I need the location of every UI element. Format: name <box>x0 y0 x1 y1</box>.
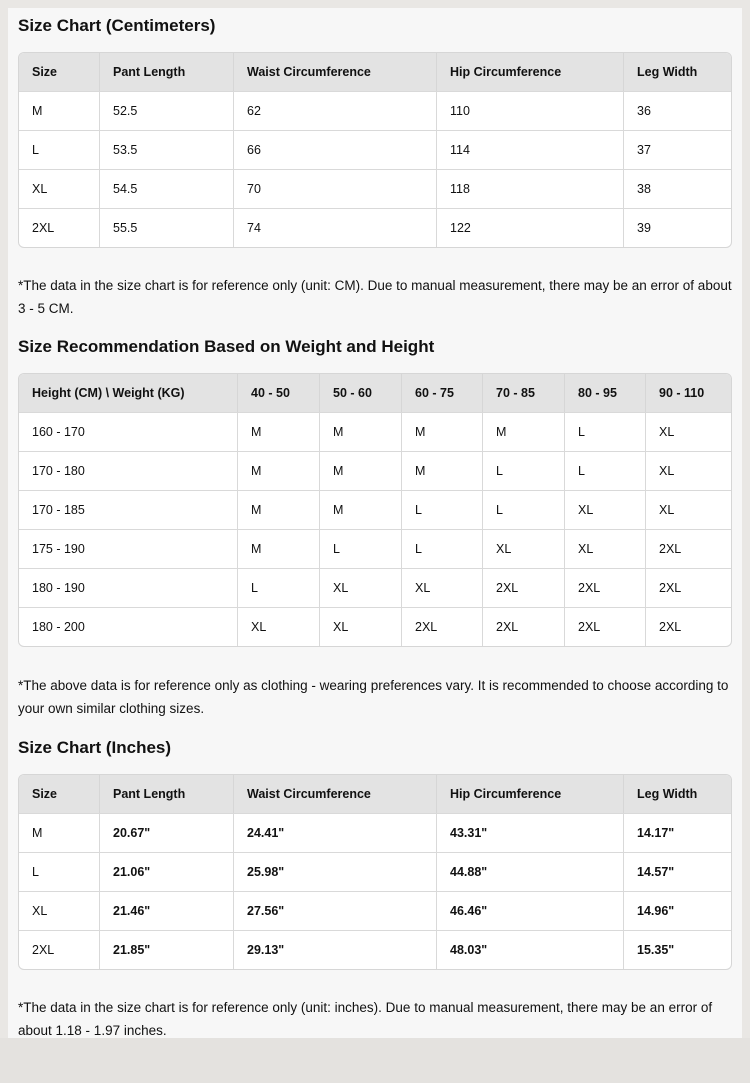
col-header-pant-length: Pant Length <box>100 53 234 91</box>
col-header-waist: Waist Circumference <box>234 775 437 813</box>
table-cell: L <box>565 451 646 490</box>
table-row <box>19 607 731 646</box>
table-cell: XL <box>320 568 402 607</box>
table-cell: 24.41" <box>234 813 437 852</box>
table-cell: L <box>238 568 320 607</box>
table-cell: M <box>19 91 100 130</box>
table-row <box>19 568 731 607</box>
table-cell: 180 - 200 <box>19 607 238 646</box>
cm-chart-title: Size Chart (Centimeters) <box>18 16 216 35</box>
table-cell: XL <box>402 568 483 607</box>
table-cell: XL <box>320 607 402 646</box>
table-cell: XL <box>646 490 731 529</box>
table-cell: 54.5 <box>100 169 234 208</box>
table-cell: 66 <box>234 130 437 169</box>
table-cell: 62 <box>234 91 437 130</box>
col-header-size: Size <box>19 775 100 813</box>
table-cell: 118 <box>437 169 624 208</box>
inch-size-table <box>18 774 732 970</box>
col-header-weight: 40 - 50 <box>238 374 320 412</box>
table-cell: 2XL <box>646 529 731 568</box>
table-cell: 48.03" <box>437 930 624 969</box>
table-cell: M <box>320 451 402 490</box>
table-cell: 39 <box>624 208 731 247</box>
table-header-row <box>19 374 731 412</box>
table-cell: M <box>19 813 100 852</box>
inch-chart-title: Size Chart (Inches) <box>18 738 172 757</box>
table-cell: 2XL <box>402 607 483 646</box>
table-cell: 114 <box>437 130 624 169</box>
col-header-weight: 50 - 60 <box>320 374 402 412</box>
table-cell: 44.88" <box>437 852 624 891</box>
table-cell: XL <box>565 490 646 529</box>
table-cell: 37 <box>624 130 731 169</box>
table-cell: L <box>320 529 402 568</box>
table-cell: 14.17" <box>624 813 731 852</box>
table-cell: XL <box>646 412 731 451</box>
table-row <box>19 852 731 891</box>
table-cell: M <box>238 529 320 568</box>
table-cell: 14.96" <box>624 891 731 930</box>
table-cell: M <box>483 412 565 451</box>
table-row <box>19 490 731 529</box>
table-cell: 2XL <box>483 607 565 646</box>
table-cell: 170 - 185 <box>19 490 238 529</box>
table-cell: 2XL <box>19 208 100 247</box>
recommendation-table <box>18 373 732 647</box>
col-header-weight: 70 - 85 <box>483 374 565 412</box>
table-row <box>19 130 731 169</box>
table-row <box>19 891 731 930</box>
table-row <box>19 813 731 852</box>
table-cell: XL <box>483 529 565 568</box>
table-cell: 175 - 190 <box>19 529 238 568</box>
table-cell: M <box>238 412 320 451</box>
table-cell: L <box>19 852 100 891</box>
col-header-weight: 90 - 110 <box>646 374 731 412</box>
table-cell: 122 <box>437 208 624 247</box>
table-cell: 46.46" <box>437 891 624 930</box>
table-cell: 52.5 <box>100 91 234 130</box>
table-cell: 25.98" <box>234 852 437 891</box>
table-cell: 2XL <box>646 568 731 607</box>
table-cell: L <box>483 451 565 490</box>
table-row <box>19 91 731 130</box>
table-row <box>19 930 731 969</box>
table-cell: 21.46" <box>100 891 234 930</box>
table-cell: 21.85" <box>100 930 234 969</box>
table-cell: 29.13" <box>234 930 437 969</box>
col-header-weight: 60 - 75 <box>402 374 483 412</box>
table-cell: L <box>402 529 483 568</box>
col-header-hip: Hip Circumference <box>437 775 624 813</box>
table-header-row <box>19 775 731 813</box>
col-header-waist: Waist Circumference <box>234 53 437 91</box>
table-cell: L <box>483 490 565 529</box>
table-row <box>19 169 731 208</box>
cm-size-table <box>18 52 732 248</box>
table-cell: M <box>320 490 402 529</box>
table-cell: M <box>238 451 320 490</box>
table-row <box>19 208 731 247</box>
table-row <box>19 412 731 451</box>
table-row <box>19 529 731 568</box>
col-header-pant-length: Pant Length <box>100 775 234 813</box>
table-cell: 43.31" <box>437 813 624 852</box>
table-cell: 15.35" <box>624 930 731 969</box>
table-cell: XL <box>19 891 100 930</box>
col-header-size: Size <box>19 53 100 91</box>
table-cell: M <box>320 412 402 451</box>
table-cell: M <box>238 490 320 529</box>
table-cell: M <box>402 412 483 451</box>
table-cell: XL <box>19 169 100 208</box>
table-cell: 110 <box>437 91 624 130</box>
table-cell: 36 <box>624 91 731 130</box>
table-cell: 55.5 <box>100 208 234 247</box>
table-cell: L <box>19 130 100 169</box>
table-cell: 27.56" <box>234 891 437 930</box>
size-guide-page <box>8 8 742 1038</box>
col-header-weight: 80 - 95 <box>565 374 646 412</box>
table-cell: 170 - 180 <box>19 451 238 490</box>
col-header-hip: Hip Circumference <box>437 53 624 91</box>
inch-chart-note: *The data in the size chart is for reference only (unit: inches). Due to manual measurement, there may be an error of about 1.18 - 1.97 inches. <box>18 1000 713 1038</box>
table-row <box>19 451 731 490</box>
col-header-leg-width: Leg Width <box>624 775 731 813</box>
table-cell: 14.57" <box>624 852 731 891</box>
table-cell: 2XL <box>646 607 731 646</box>
col-header-leg-width: Leg Width <box>624 53 731 91</box>
table-cell: 20.67" <box>100 813 234 852</box>
table-cell: M <box>402 451 483 490</box>
background-texture <box>0 1038 750 1083</box>
table-cell: XL <box>565 529 646 568</box>
table-cell: 2XL <box>19 930 100 969</box>
table-cell: XL <box>238 607 320 646</box>
table-cell: L <box>402 490 483 529</box>
table-cell: 21.06" <box>100 852 234 891</box>
table-cell: 38 <box>624 169 731 208</box>
table-cell: 2XL <box>565 607 646 646</box>
table-cell: 74 <box>234 208 437 247</box>
table-cell: 2XL <box>565 568 646 607</box>
table-cell: 180 - 190 <box>19 568 238 607</box>
table-cell: 70 <box>234 169 437 208</box>
recommendation-note: *The above data is for reference only as clothing - wearing preferences vary. It is recommended to choose according to your own similar clothing sizes. <box>18 678 729 716</box>
table-cell: 53.5 <box>100 130 234 169</box>
col-header-height-weight: Height (CM) \ Weight (KG) <box>19 374 238 412</box>
recommendation-title: Size Recommendation Based on Weight and Height <box>18 337 435 356</box>
table-cell: XL <box>646 451 731 490</box>
table-cell: L <box>565 412 646 451</box>
table-header-row <box>19 53 731 91</box>
table-cell: 2XL <box>483 568 565 607</box>
table-cell: 160 - 170 <box>19 412 238 451</box>
cm-chart-note: *The data in the size chart is for reference only (unit: CM). Due to manual measurement, there may be an error of about 3 - 5 CM. <box>18 278 732 316</box>
